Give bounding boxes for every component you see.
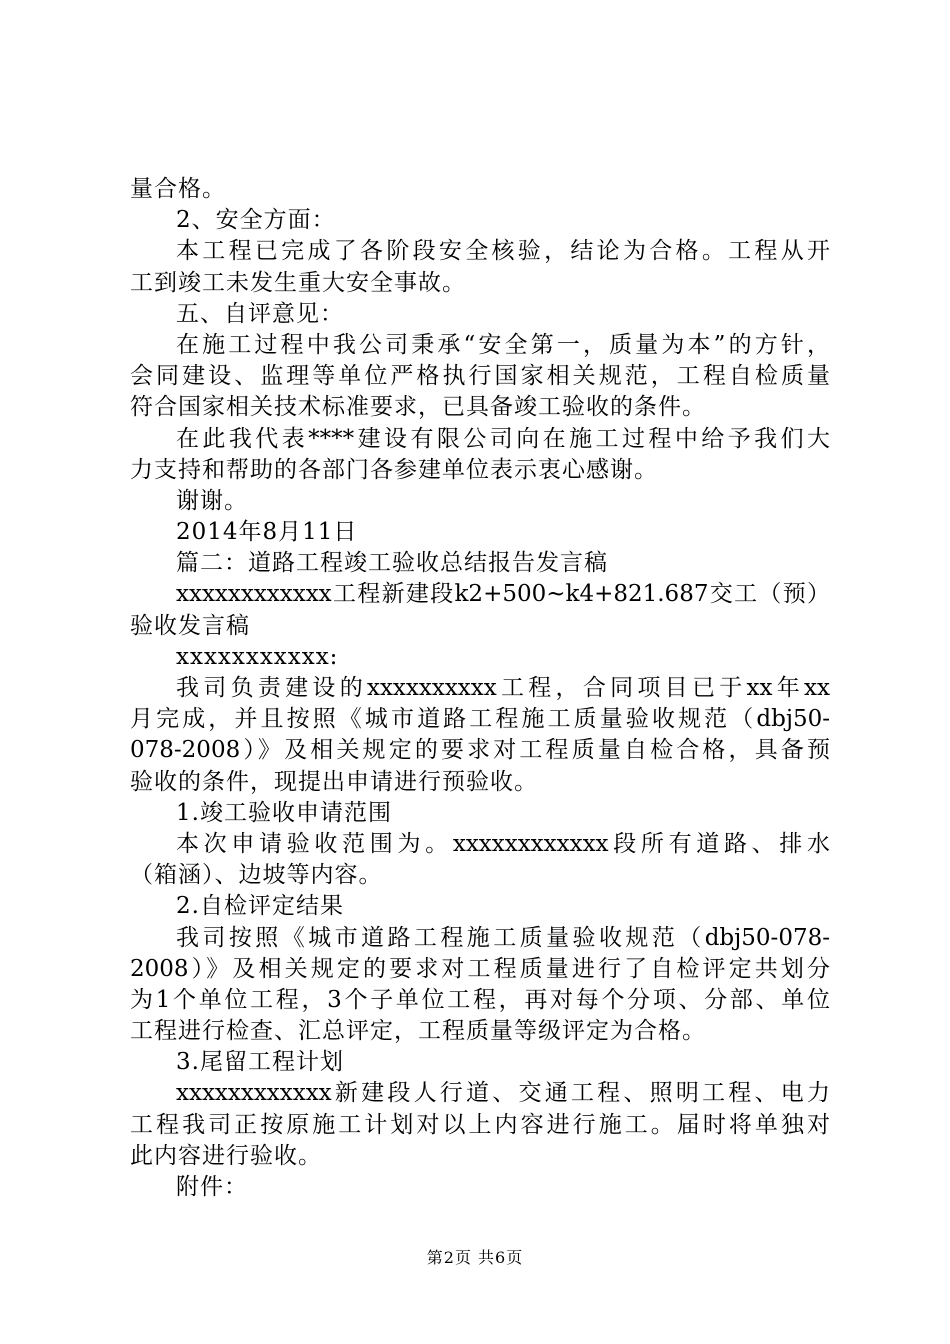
text-line: 会同建设、监理等单位严格执行国家相关规范，工程自检质量 [130,363,830,390]
text-line: 工到竣工未发生重大安全事故。 [130,269,466,296]
text-line: 量合格。 [130,176,226,202]
text-line: （箱涵）、边坡等内容。 [130,862,383,889]
text-line: 本工程已完成了各阶段安全核验，结论为合格。工程从开 [176,238,830,265]
text-line: 符合国家相关技术标准要求，已具备竣工验收的条件。 [130,394,706,421]
text-line: 工程进行检查、汇总评定，工程质量等级评定为合格。 [130,1018,706,1045]
text-line: 验收的条件，现提出申请进行预验收。 [130,768,538,795]
closing-thanks: 谢谢。 [176,487,248,514]
attachments-label: 附件： [176,1174,248,1200]
document-date: 2014年8月11日 [176,519,358,546]
text-line: 我司负责建设的xxxxxxxxxx工程，合同项目已于xx年xx [176,675,830,701]
text-line: 在施工过程中我公司秉承“安全第一，质量为本”的方针， [176,331,830,358]
text-line: 为1个单位工程，3个子单位工程，再对每个分项、分部、单位 [130,986,830,1013]
page-number-footer: 第2页 共6页 [426,1248,524,1267]
section-heading-safety: 2、安全方面： [176,207,336,234]
section-heading-remaining-work: 3.尾留工程计划 [176,1049,344,1076]
text-line: 2008）》及相关规定的要求对工程质量进行了自检评定共划分 [130,955,830,982]
text-line: 本次申请验收范围为。xxxxxxxxxxxx段所有道路、排水 [176,830,830,857]
section-heading-self-evaluation: 五、自评意见： [176,300,344,327]
text-line: 工程我司正按原施工计划对以上内容进行施工。届时将单独对 [130,1111,830,1138]
text-line: 此内容进行验收。 [130,1142,322,1169]
text-line: 力支持和帮助的各部门各参建单位表示衷心感谢。 [130,456,658,483]
text-line: xxxxxxxxxxxx新建段人行道、交通工程、照明工程、电力 [176,1080,830,1107]
text-line: 078-2008）》及相关规定的要求对工程质量自检合格，具备预 [130,737,830,764]
salutation: xxxxxxxxxxx: [176,643,339,670]
section-heading-self-check: 2.自检评定结果 [176,893,344,920]
speech-title-cont: 验收发言稿 [130,612,250,639]
text-line: 我司按照《城市道路工程施工质量验收规范（dbj50-078- [176,924,830,951]
part-two-title: 篇二：道路工程竣工验收总结报告发言稿 [176,550,608,577]
text-line: 在此我代表****建设有限公司向在施工过程中给予我们大 [176,425,830,452]
section-heading-scope: 1.竣工验收申请范围 [176,799,392,826]
text-line: 月完成，并且按照《城市道路工程施工质量验收规范（dbj50- [130,706,830,733]
document-body [130,174,830,1203]
speech-title: xxxxxxxxxxxx工程新建段k2+500~k4+821.687交工（预） [176,581,830,608]
